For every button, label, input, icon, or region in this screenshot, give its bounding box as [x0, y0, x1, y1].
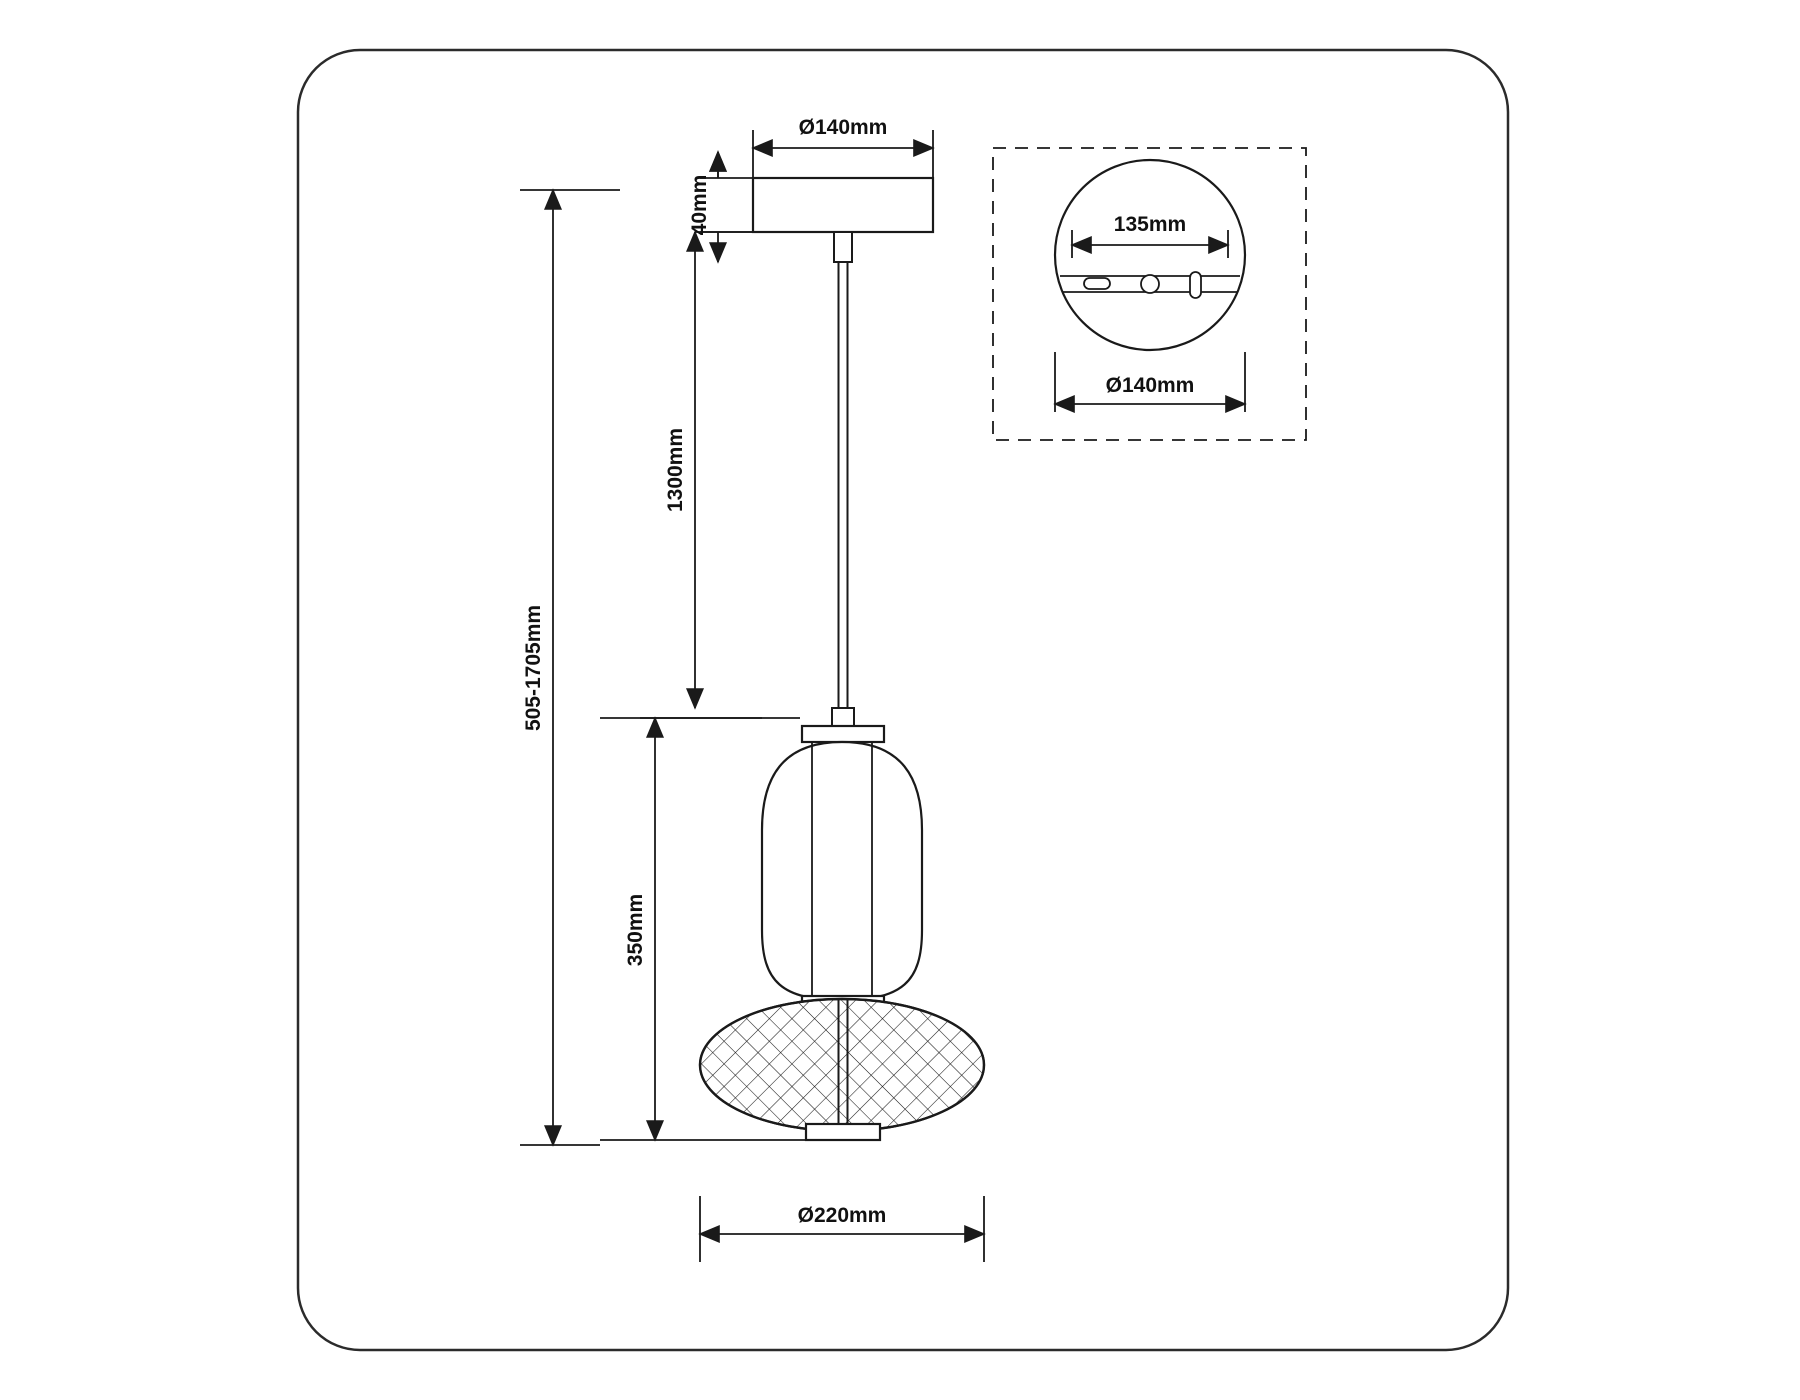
- lamp-holder-collar-top: [802, 726, 884, 742]
- bottom-cap: [806, 1124, 880, 1140]
- label-canopy-height: 40mm: [688, 174, 711, 236]
- canopy-stem: [834, 232, 852, 262]
- label-total-height: 505-1705mm: [522, 604, 545, 732]
- mounting-plate-circle: [1055, 160, 1245, 350]
- label-shade-diameter: Ø220mm: [797, 1204, 887, 1227]
- bracket-center-hole: [1141, 275, 1159, 293]
- label-plate-diameter: Ø140mm: [1105, 374, 1195, 397]
- sheet-border: [298, 50, 1508, 1350]
- canopy-body: [753, 178, 933, 232]
- bracket-slot-right: [1190, 272, 1201, 298]
- label-canopy-diameter: Ø140mm: [798, 116, 888, 139]
- label-shade-height: 350mm: [624, 893, 647, 967]
- upper-glass-shade: [762, 742, 922, 1000]
- bracket-slot-left: [1084, 278, 1110, 289]
- label-suspension-length: 1300mm: [664, 427, 687, 513]
- label-bracket-width: 135mm: [1113, 213, 1187, 236]
